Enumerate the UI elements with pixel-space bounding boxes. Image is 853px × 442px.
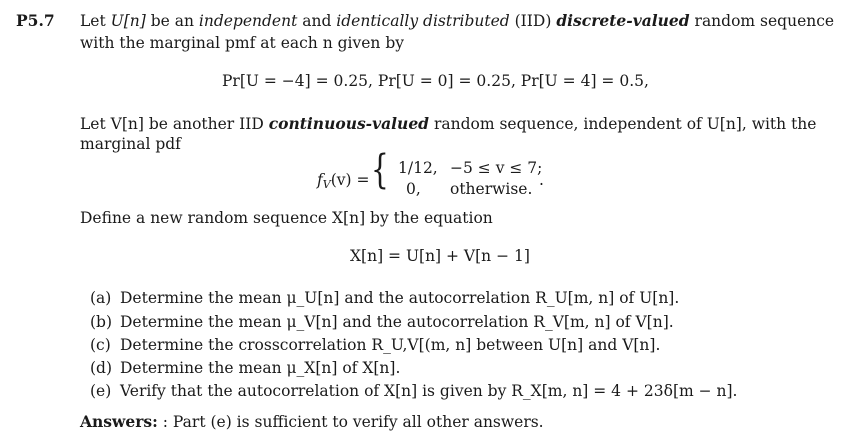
part-e: (e) Verify that the autocorrelation of X[n] is given by R_X[m, n] = 4 + 23δ[m − n].: [90, 382, 738, 400]
pdf-brace: {: [371, 147, 389, 193]
intro-line-1: Let U[n] be an independent and identically distributed (IID) discrete-valued random sequence: [80, 11, 835, 30]
x-definition-line: Define a new random sequence X[n] by the equation: [80, 209, 493, 227]
part-a: (a) Determine the mean μ_U[n] and the autocorrelation R_U[m, n] of U[n].: [90, 289, 680, 307]
part-c: (c) Determine the crosscorrelation R_U,V[(m, n] between U[n] and V[n].: [90, 336, 661, 354]
v-line-2: marginal pdf: [80, 135, 181, 153]
pdf-case-1-condition: −5 ≤ v ≤ 7;: [450, 159, 543, 177]
part-b: (b) Determine the mean μ_V[n] and the autocorrelation R_V[m, n] of V[n].: [90, 313, 674, 331]
intro-line-2: with the marginal pmf at each n given by: [80, 34, 405, 52]
part-d: (d) Determine the mean μ_X[n] of X[n].: [90, 359, 401, 377]
problem-number: P5.7: [16, 11, 55, 30]
pdf-case-2-condition: otherwise.: [450, 180, 533, 198]
v-line-1: Let V[n] be another IID continuous-valued random sequence, independent of U[n], with the: [80, 114, 817, 133]
pdf-case-2-value: 0,: [406, 180, 421, 198]
x-equation: X[n] = U[n] + V[n − 1]: [350, 247, 530, 265]
answers-line: Answers: : Part (e) is sufficient to verify all other answers.: [80, 412, 544, 431]
pdf-lhs: $f_V(v)$ =: [317, 171, 370, 191]
pmf-equation: Pr[U = −4] = 0.25, Pr[U = 0] = 0.25, Pr[U = 4] = 0.5,: [222, 72, 649, 90]
pdf-period: .: [539, 171, 544, 189]
pdf-case-1-value: 1/12,: [398, 159, 438, 177]
